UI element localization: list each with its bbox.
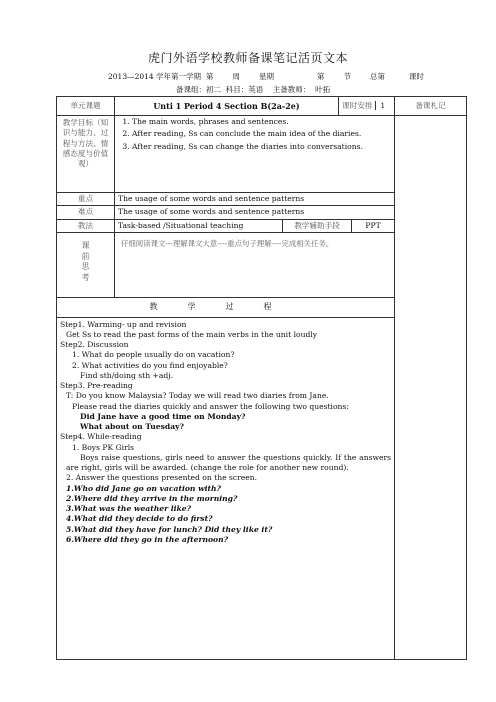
reading-question: 2.Where did they arrive in the morning? bbox=[66, 493, 238, 503]
step-text: 1. What do people usually do on vacation? bbox=[72, 350, 235, 360]
objective-item: 3. After reading, Ss can change the diaries into conversations. bbox=[132, 142, 391, 152]
lesson-plan-table bbox=[56, 96, 467, 660]
step-heading: Step3. Pre-reading bbox=[60, 381, 133, 391]
objectives-label: 教学目标（知识与能力、过程与方法、情感态度与价值观） bbox=[57, 116, 115, 193]
pre-class-reflection-value: 仔细阅读课文---理解课文大意----重点句子理解----完成相关任务。 bbox=[115, 232, 395, 297]
step-heading: Step2. Discussion bbox=[60, 340, 129, 350]
notes-column bbox=[395, 116, 467, 660]
reading-question: 4.What did they decide to do first? bbox=[66, 514, 213, 524]
method-label: 教法 bbox=[57, 219, 115, 232]
objectives-cell bbox=[115, 116, 395, 193]
notes-label: 备课札记 bbox=[395, 97, 467, 116]
teaching-aid-label: 教学辅助手段 bbox=[283, 219, 352, 232]
step-text: Boys raise questions, girls need to answer the questions quickly. If the answers are right, girls will be awarded. (change the role for another new round). bbox=[66, 452, 392, 473]
process-content bbox=[57, 317, 395, 659]
page-title: 虎门外语学校教师备课笔记活页文本 bbox=[147, 51, 348, 65]
schedule-value: 1 bbox=[375, 101, 385, 110]
step-text: Get Ss to read the past forms of the main verbs in the unit loudly bbox=[66, 329, 318, 339]
difficult-point-label: 难点 bbox=[57, 206, 115, 219]
reading-question: 6.Where did they go in the afternoon? bbox=[66, 534, 229, 544]
step-text: Find sth/doing sth +adj. bbox=[80, 370, 174, 380]
reading-question: 1.Who did Jane go on vacation with? bbox=[66, 483, 221, 493]
step-question: What about on Tuesday? bbox=[80, 422, 184, 432]
process-heading: 教学过程 bbox=[57, 297, 395, 317]
key-point-label: 重点 bbox=[57, 193, 115, 206]
step-text: 2. Answer the questions presented on the screen. bbox=[66, 473, 258, 483]
key-point-value: The usage of some words and sentence patterns bbox=[115, 193, 395, 206]
term-info-line: 2013—2014 学年第一学期 第 周 星期 第 节 总第 课时 bbox=[108, 72, 424, 81]
schedule-label: 课时安排 1 bbox=[339, 97, 395, 116]
objective-item: 2. After reading, Ss can conclude the main idea of the diaries. bbox=[132, 129, 391, 139]
step-text: T: Do you know Malaysia? Today we will read two diaries from Jane. bbox=[66, 391, 329, 401]
step-heading: Step4. While-reading bbox=[60, 432, 142, 442]
step-question: Did Jane have a good time on Monday? bbox=[80, 411, 246, 421]
difficult-point-value: The usage of some words and sentence patterns bbox=[115, 206, 395, 219]
pre-class-reflection-label: 课 前 思 考 bbox=[57, 232, 115, 297]
prep-group-line: 备课组：初二 科目：英语 主备教师： 叶拓 bbox=[176, 85, 331, 94]
objective-item: 1. The main words, phrases and sentences. bbox=[132, 117, 391, 127]
step-heading: Step1. Warming- up and revision bbox=[60, 319, 187, 329]
teaching-aid-value: PPT bbox=[352, 219, 395, 232]
step-text: 1. Boys PK Girls bbox=[72, 442, 135, 452]
reading-question: 3.What was the weather like? bbox=[66, 504, 192, 514]
method-value: Task-based /Situational teaching bbox=[115, 219, 283, 232]
step-text: Please read the diaries quickly and answer the following two questions: bbox=[72, 401, 349, 411]
reading-question: 5.What did they have for lunch? Did they like it? bbox=[66, 524, 273, 534]
unit-value: Unti 1 Period 4 Section B(2a-2e) bbox=[115, 97, 339, 116]
objectives-list bbox=[118, 117, 391, 152]
step-text: 2. What activities do you find enjoyable? bbox=[72, 360, 228, 370]
unit-label: 单元课题 bbox=[57, 97, 115, 116]
